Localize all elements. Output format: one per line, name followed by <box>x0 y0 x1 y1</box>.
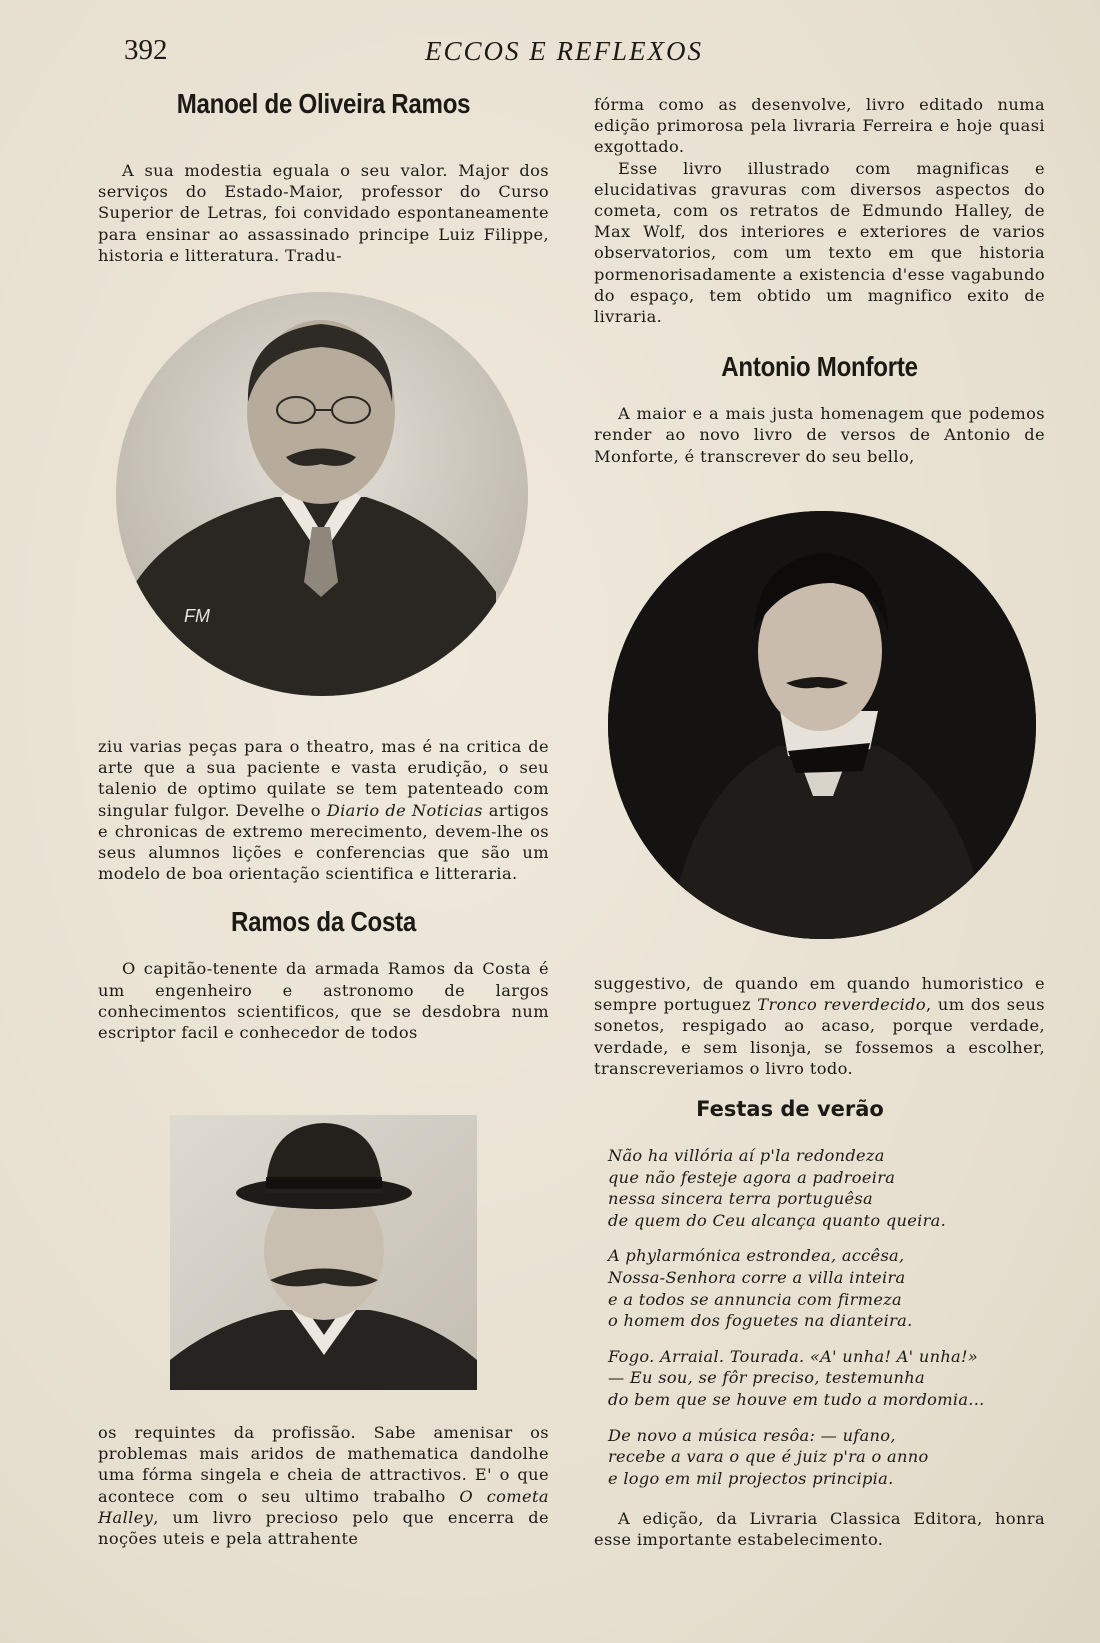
poem-line: e a todos se annuncia com firmeza <box>608 1289 902 1309</box>
ramos-costa-portrait <box>170 1115 477 1390</box>
oliveira-ramos-top <box>98 88 549 266</box>
page-number: 392 <box>124 34 168 66</box>
poem-line: A phylarmónica estrondea, accêsa, <box>608 1246 905 1266</box>
poem-line: Fogo. Arraial. Tourada. «A' unha! A' unha!» <box>608 1346 979 1366</box>
para-text: ziu varias peças para o theatro, mas é na critica de arte que a sua paciente e vasta erudição, o seu talenio de optimo quilate se tem patenteado com singular fulgor. Develhe o <box>98 737 549 820</box>
poem-stanza <box>608 1145 1008 1231</box>
poem-line: Nossa-Senhora corre a villa inteira <box>608 1267 906 1287</box>
ramos-costa-cont2: Esse livro illustrado com magnificas e elucidativas gravuras com diversos aspectos do cometa, com os retratos de Edmundo Halley, de Max Wolf, dos interiores e exteriores de varios observatorios, com um texto em que historia pormenorisadamente a existencia d'esse vagabundo do espaço, tem obtido um magnifico exito de livraria. <box>594 158 1045 327</box>
ramos-costa-cont1: fórma como as desenvolve, livro editado numa edição primorosa pela livraria Ferreira e hoje quasi exgottado. <box>594 95 1045 157</box>
monforte-para2 <box>594 973 1045 1079</box>
poem-line: recebe a vara o que é juiz p'ra o anno <box>608 1447 929 1467</box>
ramos-costa-para2 <box>98 1422 549 1549</box>
poem-line: De novo a música resôa: — ufano, <box>608 1425 896 1445</box>
poem-stanza <box>608 1245 1008 1331</box>
oliveira-ramos-photo <box>116 292 528 696</box>
book-title: O cometa Halley <box>98 1486 549 1527</box>
running-title: ECCOS E REFLEXOS <box>425 36 703 66</box>
monforte-title: Antonio Monforte <box>721 351 918 383</box>
poem-line: e logo em mil projectos principia. <box>608 1468 894 1488</box>
newspaper-name: Diario de Noticias <box>326 800 483 820</box>
para-text: , um dos seus sonetos, respigado ao acaso, porque verdade, verdade, e sem lisonja, se fossemos a escolher, transcreveriamos o livro todo. <box>594 995 1045 1078</box>
oliveira-ramos-bottom <box>98 736 549 1043</box>
oliveira-ramos-para1: A sua modestia eguala o seu valor. Major dos serviços do Estado-Maior, professor do Curso Superior de Letras, foi convidado espontaneamente para ensinar ao assassinado principe Luiz Filippe, historia e litteratura. Tradu- <box>98 161 549 265</box>
poem-line: do bem que se houve em tudo a mordomia... <box>608 1389 985 1409</box>
ramos-costa-photo <box>170 1115 477 1390</box>
para-text: os requintes da profissão. Sabe amenisar os problemas mais aridos de mathematica dandolhe uma fórma singela e cheia de attractivos. E' o que acontece com o seu ultimo trabalho <box>98 1423 549 1506</box>
oliveira-ramos-para2 <box>98 736 549 884</box>
oliveira-ramos-portrait <box>116 292 528 696</box>
poem <box>608 1145 1008 1503</box>
monforte-para1: A maior e a mais justa homenagem que podemos render ao novo livro de versos de Antonio de Monforte, é transcrever do seu bello, <box>594 404 1045 466</box>
poem-line: o homem dos foguetes na dianteira. <box>608 1311 913 1331</box>
book-title: Tronco reverdecido <box>757 995 927 1015</box>
oliveira-ramos-title: Manoel de Oliveira Ramos <box>176 88 471 119</box>
monforte-closing <box>594 1508 1045 1550</box>
photo-monogram: FM <box>184 606 210 626</box>
para-text: , um livro precioso pelo que encerra de noções uteis e pela attrahente <box>98 1507 549 1549</box>
ramos-costa-title: Ramos da Costa <box>230 906 417 938</box>
para-text: artigos e chronicas de extremo merecimento, devem-lhe os seus alumnos lições e conferencias que são um modelo de boa orientação scientifica e litteraria. <box>98 800 549 884</box>
ramos-costa-bottom <box>98 1422 549 1549</box>
poem-title: Festas de verão <box>696 1097 884 1121</box>
monforte-continued <box>594 973 1045 1079</box>
poem-line: Não ha villória aí p'la redondeza <box>608 1146 885 1165</box>
poem-stanza <box>608 1346 1008 1411</box>
poem-line: de quem do Ceu alcança quanto queira. <box>608 1210 947 1230</box>
para-text: suggestivo, de quando em quando humoristico e sempre portuguez <box>594 974 1045 1015</box>
monforte-photo <box>608 511 1036 939</box>
ramos-costa-para1: O capitão-tenente da armada Ramos da Costa é um engenheiro e astronomo de largos conhecimentos scientificos, que se desdobra num escriptor facil e conhecedor de todos <box>98 959 549 1043</box>
poem-line: — Eu sou, se fôr preciso, testemunha <box>608 1368 925 1388</box>
poem-line: nessa sincera terra portuguêsa <box>608 1189 873 1209</box>
ramos-costa-continued <box>594 94 1045 467</box>
monforte-portrait <box>608 511 1036 939</box>
poem-line: que não festeje agora a padroeira <box>608 1167 896 1187</box>
monforte-closing-text: A edição, da Livraria Classica Editora, honra esse importante estabelecimento. <box>594 1509 1045 1550</box>
poem-stanza <box>608 1425 1008 1490</box>
